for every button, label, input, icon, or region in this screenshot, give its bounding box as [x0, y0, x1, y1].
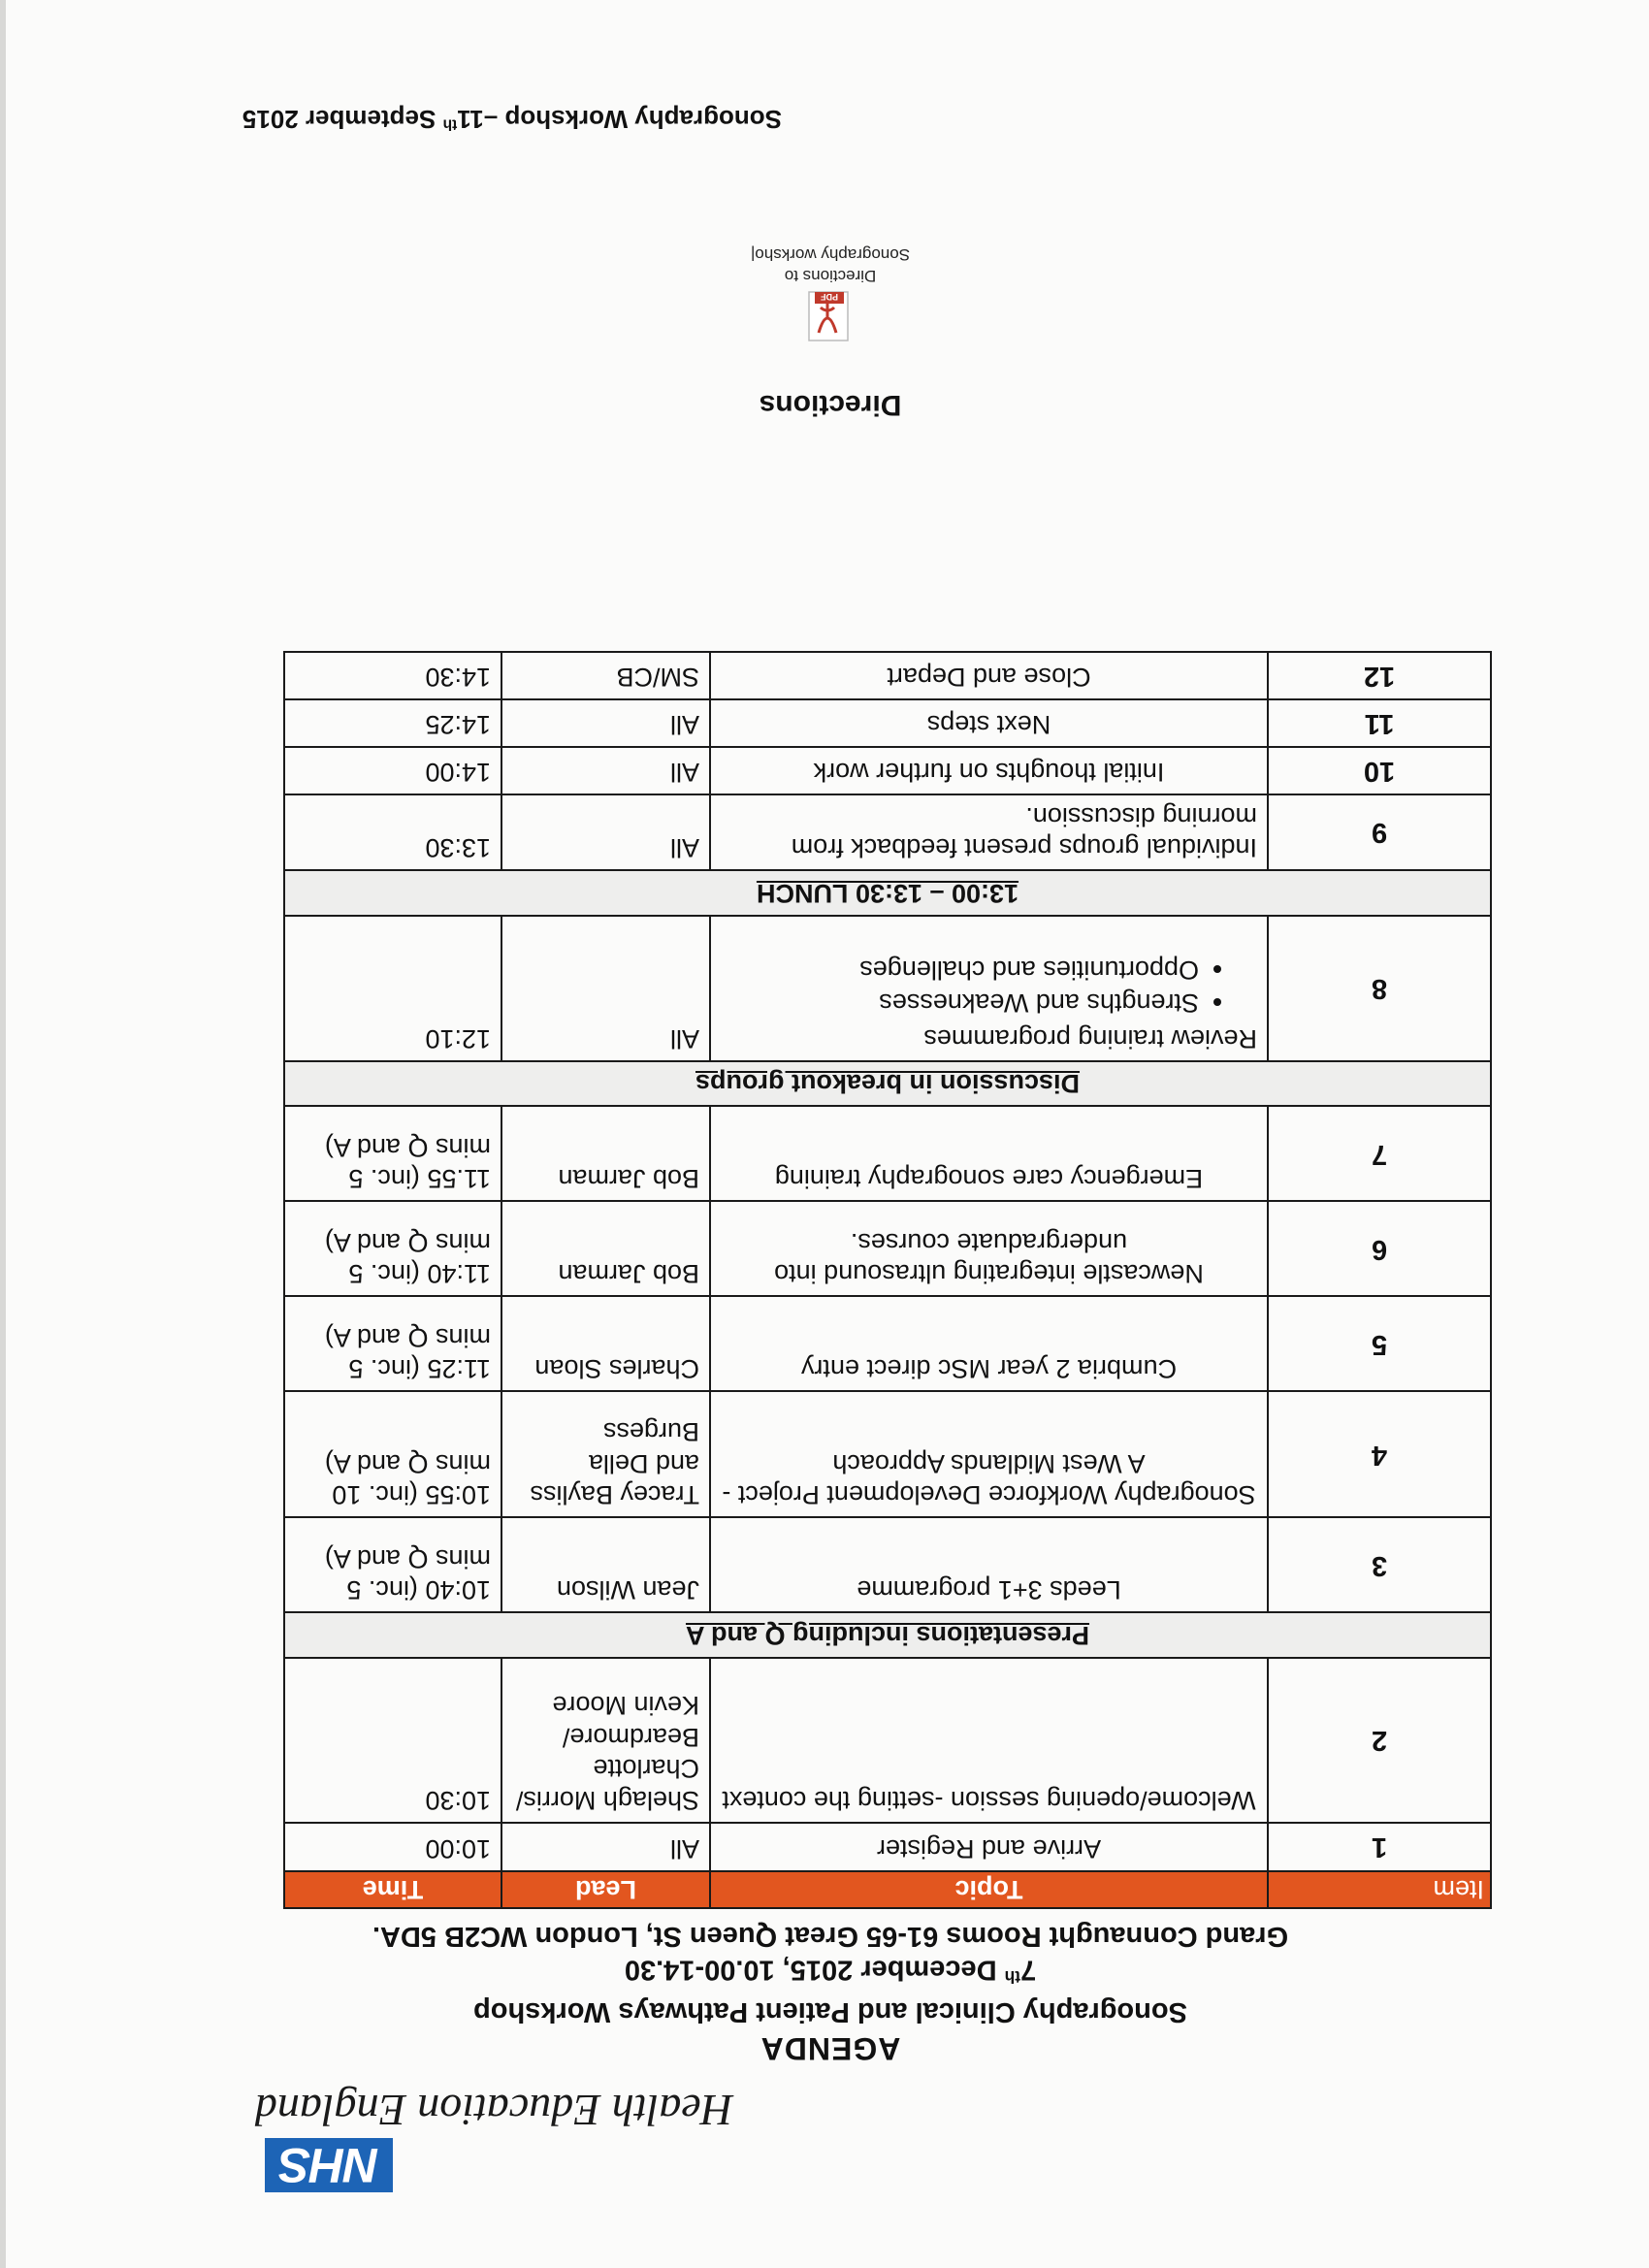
lead-cell: All [501, 699, 710, 747]
table-header-row [284, 1871, 1491, 1908]
date-day: 7 [1020, 1954, 1037, 1986]
table-row [284, 1658, 1491, 1823]
footer-text [103, 104, 782, 134]
topic-cell [710, 916, 1268, 1061]
topic-cell: Arrive and Register [710, 1823, 1268, 1871]
item-number: 6 [1268, 1201, 1491, 1296]
bullet-item: • Opportunities and challenges [721, 955, 1199, 986]
time-cell: 11:25 (inc. 5 mins Q and A) [284, 1296, 501, 1391]
org-name: Health Education England [254, 2086, 733, 2135]
date-rest: December 2015, 10.00-14.30 [624, 1954, 1005, 1986]
time-cell: 10:30 [284, 1658, 501, 1823]
lead-cell: Shelagh Morris/ Charlotte Beardmore/ Kevin Moore [501, 1658, 710, 1823]
table-row [284, 916, 1491, 1061]
topic-cell: Next steps [710, 699, 1268, 747]
table-row [284, 1201, 1491, 1296]
topic-bullets [721, 955, 1257, 1020]
lead-cell: SM/CB [501, 652, 710, 699]
pdf-file-icon [803, 290, 850, 342]
table-row [284, 1391, 1491, 1517]
table-row [284, 1296, 1491, 1391]
table-row [284, 1106, 1491, 1201]
column-header-item: Item [1268, 1871, 1491, 1908]
table-row [284, 1517, 1491, 1612]
column-header-lead: Lead [501, 1871, 710, 1908]
lead-cell: Jean Wilson [501, 1517, 710, 1612]
item-number: 5 [1268, 1296, 1491, 1391]
lead-cell: Bob Jarman [501, 1201, 710, 1296]
workshop-date [6, 1953, 1649, 1987]
time-cell: 13:30 [284, 794, 501, 871]
lead-cell: All [501, 1823, 710, 1871]
footer-prefix: Sonography Workshop –11 [457, 105, 782, 134]
time-cell: 11.55 (inc. 5 mins Q and A) [284, 1106, 501, 1201]
pdf-caption-line2: Sonography worksho| [750, 244, 911, 264]
section-title: Discussion in breakout groups [284, 1061, 1491, 1106]
section-row-presentations [284, 1612, 1491, 1657]
lead-cell: All [501, 794, 710, 871]
item-number: 8 [1268, 916, 1491, 1061]
time-cell: 14:25 [284, 699, 501, 747]
time-cell: 14:00 [284, 747, 501, 794]
time-cell: 10:55 (inc. 10 mins Q and A) [284, 1391, 501, 1517]
lead-cell: All [501, 916, 710, 1061]
item-number: 4 [1268, 1391, 1491, 1517]
time-cell: 10:00 [284, 1823, 501, 1871]
table-row [284, 652, 1491, 699]
table-row [284, 747, 1491, 794]
date-suffix: th [1004, 1967, 1021, 1987]
topic-cell: Emergency care sonography training [710, 1106, 1268, 1201]
lunch-title: 13:00 – 13:30 LUNCH [284, 870, 1491, 915]
footer-rest: September 2015 [242, 105, 443, 134]
topic-cell: Individual groups present feedback from morning discussion. [710, 794, 1268, 871]
rotated-content [6, 0, 1649, 2268]
nhs-logo: NHS [265, 2138, 393, 2192]
item-number: 10 [1268, 747, 1491, 794]
table-row [284, 794, 1491, 871]
topic-cell: Initial thoughts on further work [710, 747, 1268, 794]
lead-cell: Bob Jarman [501, 1106, 710, 1201]
topic-cell: Close and Depart [710, 652, 1268, 699]
bullet-item: • Strengths and Weaknesses [721, 988, 1199, 1019]
section-row-breakout [284, 1061, 1491, 1106]
topic-cell: Sonography Workforce Development Project - A West Midlands Approach [710, 1391, 1268, 1517]
pdf-attachment[interactable] [724, 226, 937, 342]
pdf-caption-line1: Directions to [784, 267, 877, 285]
item-number: 3 [1268, 1517, 1491, 1612]
column-header-time: Time [284, 1871, 501, 1908]
footer-suffix: th [442, 115, 458, 133]
table-row [284, 1823, 1491, 1871]
topic-cell: Newcastle integrating ultrasound into undergraduate courses. [710, 1201, 1268, 1296]
directions-heading: Directions [759, 389, 902, 421]
time-cell: 12:10 [284, 916, 501, 1061]
table-row [284, 699, 1491, 747]
item-number: 12 [1268, 652, 1491, 699]
pdf-badge: PDF [821, 292, 838, 302]
time-cell: 10:40 (inc. 5 mins Q and A) [284, 1517, 501, 1612]
venue: Grand Connaught Rooms 61-65 Great Queen St, London WC2B 5DA. [372, 1921, 1289, 1952]
item-number: 7 [1268, 1106, 1491, 1201]
lunch-row [284, 870, 1491, 915]
workshop-title: Sonography Clinical and Patient Pathways Workshop [473, 1996, 1187, 2027]
item-number: 9 [1268, 794, 1491, 871]
lead-cell: Tracey Bayliss and Della Burgess [501, 1391, 710, 1517]
lead-cell: Charles Sloan [501, 1296, 710, 1391]
pdf-caption [724, 243, 937, 286]
topic-cell: Cumbria 2 year MSc direct entry [710, 1296, 1268, 1391]
item-number: 2 [1268, 1658, 1491, 1823]
topic-cell: Leeds 3+1 programme [710, 1517, 1268, 1612]
time-cell: 14:30 [284, 652, 501, 699]
topic-text: Review training programmes [923, 1023, 1257, 1053]
item-number: 11 [1268, 699, 1491, 747]
item-number: 1 [1268, 1823, 1491, 1871]
agenda-title: AGENDA [760, 2031, 901, 2066]
column-header-topic: Topic [710, 1871, 1268, 1908]
lead-cell: All [501, 747, 710, 794]
topic-cell: Welcome/opening session -setting the context [710, 1658, 1268, 1823]
time-cell: 11:40 (inc. 5 mins Q and A) [284, 1201, 501, 1296]
agenda-table [283, 651, 1492, 1909]
section-title: Presentations including Q and A [284, 1612, 1491, 1657]
